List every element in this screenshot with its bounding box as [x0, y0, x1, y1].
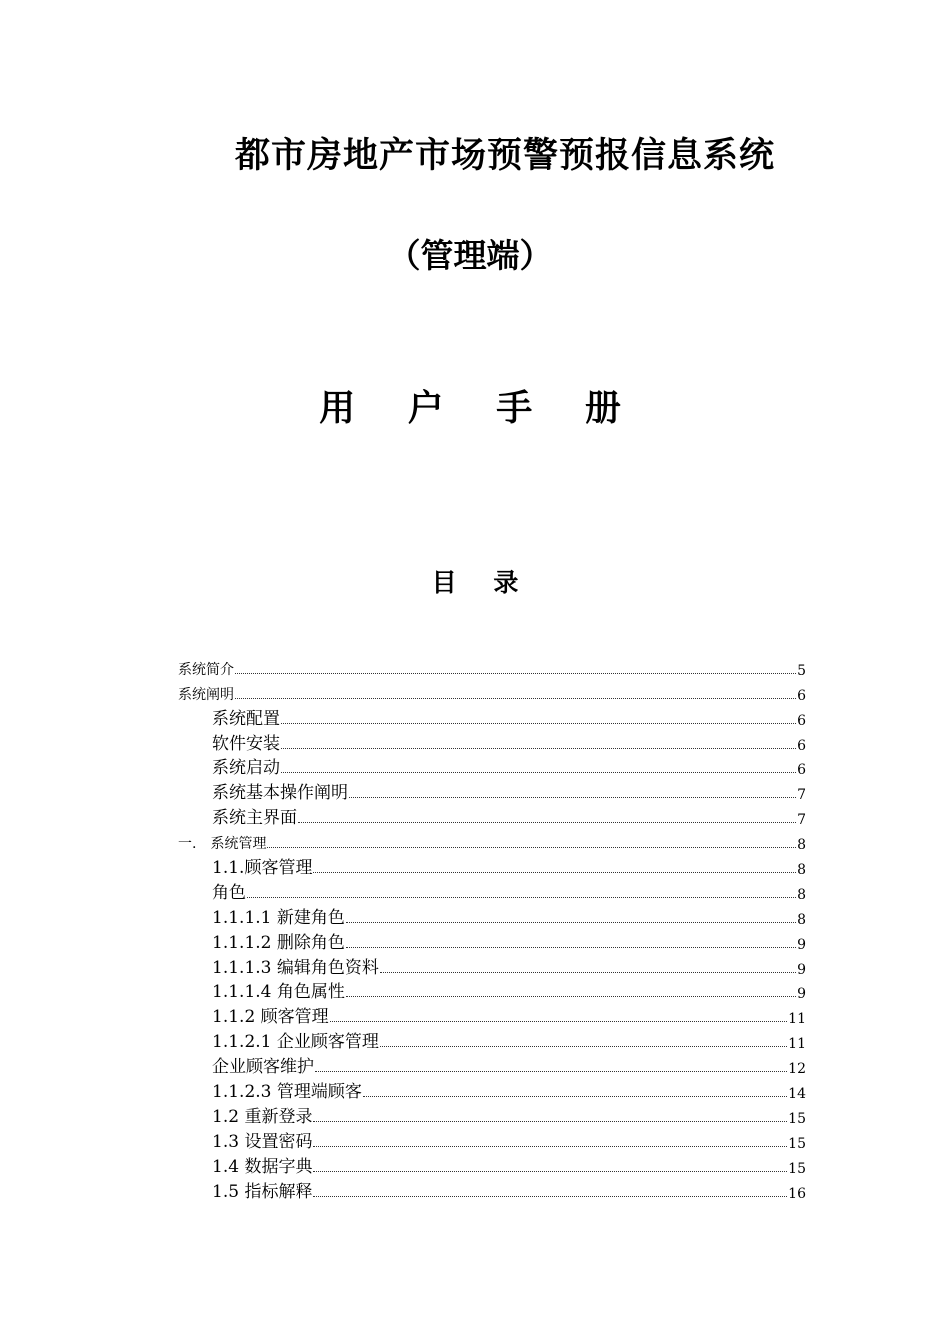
toc-entry-page: 15: [788, 1160, 806, 1177]
toc-leader-dots: [330, 1021, 788, 1022]
toc-heading-char: 目: [431, 568, 457, 597]
toc-entry[interactable]: [178, 953, 806, 978]
toc-leader-dots: [313, 1146, 787, 1147]
toc-entry[interactable]: [178, 729, 806, 754]
toc-entry-text: 系统启动: [212, 758, 280, 779]
toc-entry-text: 软件安装: [212, 733, 280, 754]
toc-leader-dots: [247, 897, 796, 898]
table-of-contents: [178, 654, 806, 1202]
toc-leader-dots: [346, 996, 796, 997]
toc-entry[interactable]: [178, 1127, 806, 1152]
toc-entry-text: 1.1.1.2 删除角色: [212, 932, 345, 953]
toc-entry-page: 16: [788, 1185, 806, 1202]
toc-entry-page: 6: [797, 737, 806, 754]
toc-entry-prefix: 一.: [178, 836, 197, 853]
toc-entry-text: 1.4 数据字典: [212, 1156, 313, 1177]
toc-entry[interactable]: [178, 754, 806, 779]
toc-entry-text: 系统配置: [212, 708, 280, 729]
toc-entry-page: 9: [797, 936, 806, 953]
toc-entry-page: 5: [797, 662, 806, 679]
toc-entry[interactable]: [178, 803, 806, 828]
toc-entry-page: 14: [788, 1086, 806, 1103]
manual-char: 户: [407, 387, 444, 429]
toc-leader-dots: [235, 698, 796, 699]
toc-entry[interactable]: [178, 1052, 806, 1077]
toc-entry[interactable]: [178, 1077, 806, 1102]
document-title: 都市房地产市场预警预报信息系统: [234, 135, 775, 176]
toc-entry-page: 9: [797, 961, 806, 978]
toc-entry-text: 1.1.顾客管理: [212, 858, 313, 879]
toc-leader-dots: [346, 947, 796, 948]
toc-entry[interactable]: [178, 654, 806, 679]
toc-entry-text: 1.1.1.1 新建角色: [212, 907, 345, 928]
toc-leader-dots: [380, 1046, 787, 1047]
toc-leader-dots: [235, 673, 796, 674]
toc-entry-text: 系统管理: [210, 836, 267, 853]
toc-entry[interactable]: [178, 853, 806, 878]
toc-entry-page: 7: [797, 787, 806, 804]
toc-entry-page: 6: [797, 687, 806, 704]
toc-entry-text: 1.1.1.3 编辑角色资料: [212, 957, 379, 978]
toc-entry[interactable]: [178, 704, 806, 729]
toc-entry[interactable]: [178, 878, 806, 903]
toc-leader-dots: [281, 748, 796, 749]
toc-entry[interactable]: [178, 1002, 806, 1027]
manual-char: 册: [584, 387, 621, 429]
toc-entry-text: 1.2 重新登录: [212, 1106, 313, 1127]
toc-entry-page: 11: [788, 1011, 806, 1028]
toc-entry-page: 15: [788, 1135, 806, 1152]
toc-entry-page: 8: [797, 886, 806, 903]
toc-entry-page: 8: [797, 911, 806, 928]
toc-entry-page: 15: [788, 1110, 806, 1127]
manual-char: 手: [496, 387, 533, 429]
toc-entry-page: 12: [788, 1061, 806, 1078]
toc-entry-text: 1.5 指标解释: [212, 1181, 313, 1202]
toc-entry-page: 8: [797, 862, 806, 879]
toc-leader-dots: [281, 723, 796, 724]
toc-entry-text: 系统基本操作阐明: [212, 783, 348, 804]
toc-leader-dots: [313, 1121, 787, 1122]
toc-leader-dots: [281, 772, 796, 773]
toc-entry-text: 1.1.2.3 管理端顾客: [212, 1082, 362, 1103]
toc-entry-text: 1.1.2 顾客管理: [212, 1007, 329, 1028]
toc-heading-char: 录: [493, 568, 519, 597]
toc-leader-dots: [349, 797, 796, 798]
toc-entry-text: 系统简介: [178, 661, 234, 678]
toc-entry[interactable]: [178, 1102, 806, 1127]
toc-leader-dots: [267, 847, 796, 848]
toc-entry-text: 角色: [212, 882, 246, 903]
toc-entry-page: 7: [797, 812, 806, 829]
toc-leader-dots: [346, 922, 796, 923]
toc-entry-page: 9: [797, 986, 806, 1003]
toc-entry[interactable]: [178, 978, 806, 1003]
toc-leader-dots: [315, 1071, 787, 1072]
manual-char: 用: [319, 387, 356, 429]
document-subtitle: （管理端）: [387, 236, 553, 275]
toc-leader-dots: [313, 1196, 787, 1197]
toc-entry[interactable]: [178, 828, 806, 853]
toc-entry-text: 1.1.1.4 角色属性: [212, 982, 345, 1003]
toc-heading: [0, 563, 950, 599]
toc-leader-dots: [313, 872, 796, 873]
toc-entry[interactable]: [178, 1177, 806, 1202]
toc-entry[interactable]: [178, 778, 806, 803]
toc-entry-text: 系统主界面: [212, 808, 297, 829]
manual-heading: [0, 380, 940, 431]
toc-entry[interactable]: [178, 928, 806, 953]
toc-entry[interactable]: [178, 1152, 806, 1177]
toc-entry-page: 8: [797, 837, 806, 854]
toc-entry-text: 企业顾客维护: [212, 1057, 314, 1078]
toc-entry[interactable]: [178, 1027, 806, 1052]
toc-entry-text: 1.3 设置密码: [212, 1131, 313, 1152]
toc-entry-page: 6: [797, 762, 806, 779]
toc-entry-page: 11: [788, 1036, 806, 1053]
toc-leader-dots: [363, 1096, 787, 1097]
toc-entry-text: 1.1.2.1 企业顾客管理: [212, 1032, 379, 1053]
toc-leader-dots: [313, 1171, 787, 1172]
toc-entry[interactable]: [178, 903, 806, 928]
toc-entry[interactable]: [178, 679, 806, 704]
toc-leader-dots: [298, 822, 796, 823]
toc-leader-dots: [380, 972, 796, 973]
toc-entry-text: 系统阐明: [178, 686, 234, 703]
toc-entry-page: 6: [797, 712, 806, 729]
